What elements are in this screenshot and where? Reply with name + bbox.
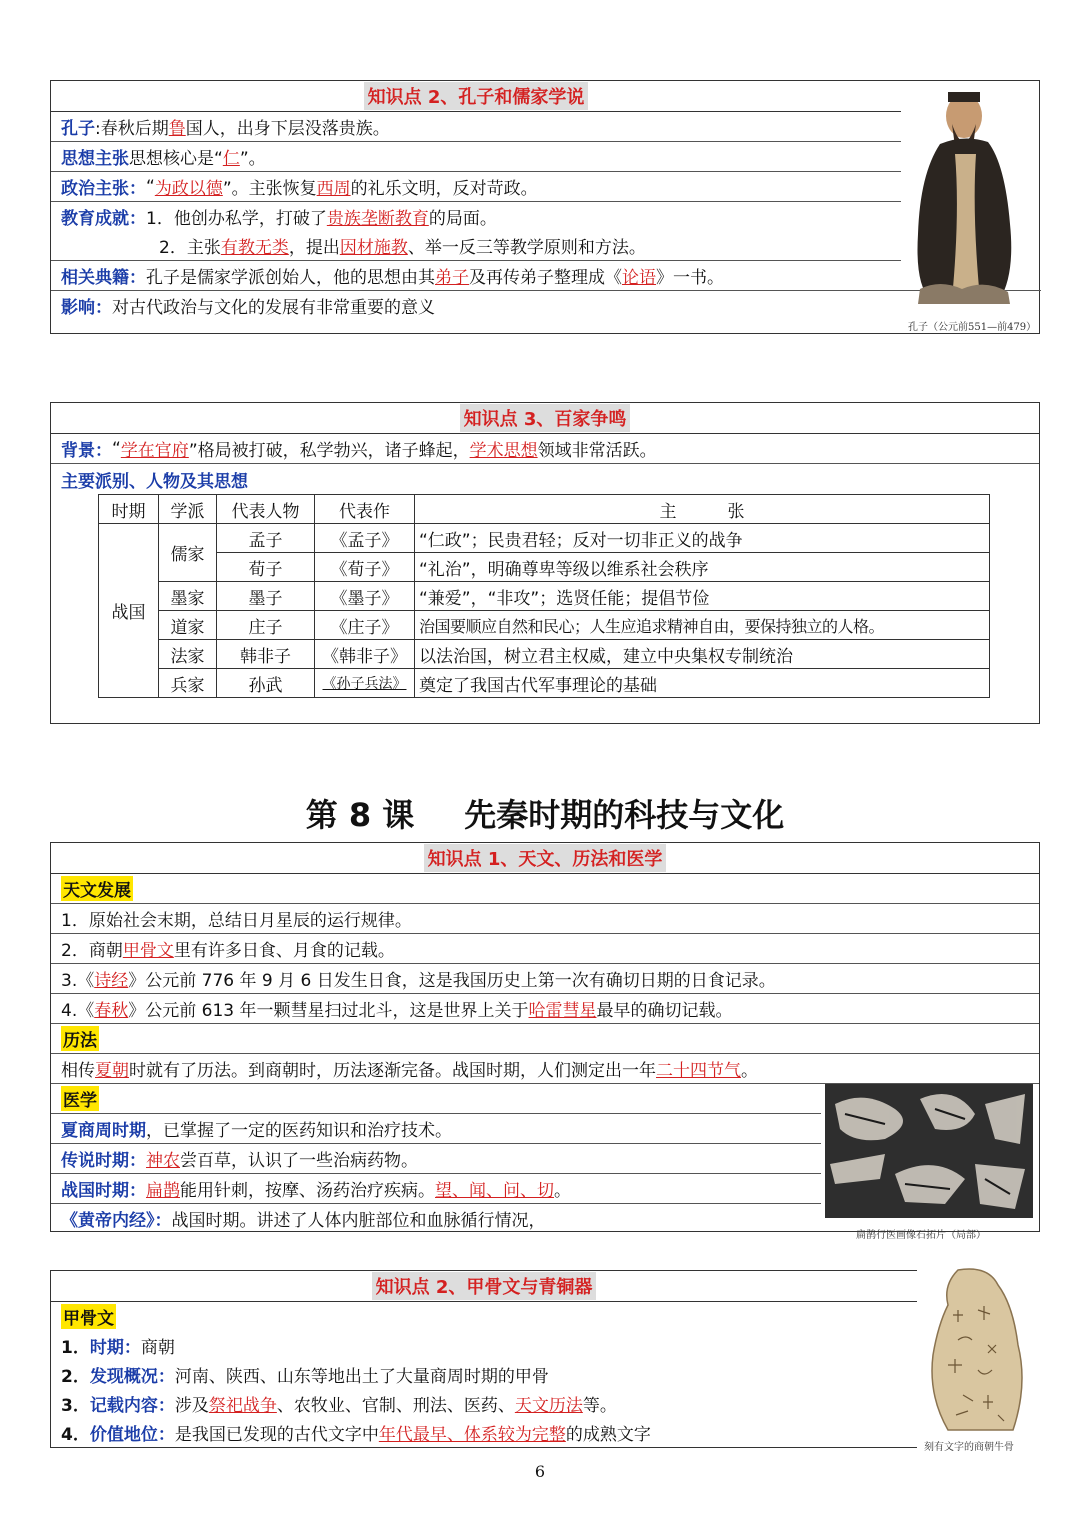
- list-item: 战国时期： 扁鹊 能用针刺，按摩、汤药治疗疾病。 望、闻、问、切 。: [51, 1174, 821, 1204]
- stone-rubbing-image: [825, 1084, 1033, 1218]
- list-item: 3． 记载内容： 涉及 祭祀战争 、农牧业、官制、刑法、医药、 天文历法 等。: [61, 1396, 617, 1416]
- confucius-portrait-image: [900, 84, 1035, 309]
- stone-rubbing-caption: 扁鹊行医画像石拓片（局部）: [856, 1230, 986, 1241]
- table-header-row: 时期 学派 代表人物 代表作 主 张: [99, 495, 990, 524]
- table-row: 道家 庄子 《庄子》 治国要顺应自然和民心；人生应追求精神自由，要保持独立的人格。: [99, 611, 990, 640]
- list-item: 3.《 诗经 》公元前 776 年 9 月 6 日发生日食，这是我国历史上第一次有确切日期的日食记录。: [51, 964, 1039, 994]
- list-item: 相传 夏朝 时就有了历法。到商朝时，历法逐渐完备。战国时期，人们测定出一年 二十四节气 。: [51, 1054, 1039, 1084]
- section-title: 知识点 1、天文、历法和医学: [424, 844, 667, 872]
- table-row: 荀子 《荀子》 “礼治”，明确尊卑等级以维系社会秩序: [99, 553, 990, 582]
- oracle-bone-image: [918, 1265, 1034, 1435]
- row-politics: 政治主张： “ 为政以德 ”。主张恢复 西周 的礼乐文明，反对苛政。: [51, 172, 901, 202]
- oracle-bone-caption: 刻有文字的商朝牛骨: [924, 1442, 1014, 1453]
- table-row: 墨家 墨子 《墨子》 “兼爱”，“非攻”；选贤任能；提倡节俭: [99, 582, 990, 611]
- schools-subtitle: 主要派别、人物及其思想: [61, 471, 248, 492]
- oracle-bone-section: [50, 1270, 917, 1448]
- lesson-title: 第 8 课 先秦时期的科技与文化: [305, 796, 785, 834]
- row-thought: 思想主张 思想核心是“ 仁 ”。: [51, 142, 901, 172]
- section-title: 知识点 2、甲骨文与青铜器: [372, 1272, 597, 1300]
- table-row: 兵家 孙武 《孙子兵法》 奠定了我国古代军事理论的基础: [99, 669, 990, 698]
- heading-medicine: 医学: [51, 1084, 821, 1114]
- schools-table: [98, 494, 990, 698]
- list-item: 4.《 春秋 》公元前 613 年一颗彗星扫过北斗，这是世界上关于 哈雷彗星 最早的确切记载。: [51, 994, 1039, 1024]
- table-row: 战国 儒家 孟子 《孟子》 “仁政”；民贵君轻；反对一切非正义的战争: [99, 524, 990, 553]
- list-item: 2． 发现概况： 河南、陕西、山东等地出土了大量商周时期的甲骨: [61, 1367, 549, 1387]
- row-influence: 影响： 对古代政治与文化的发展有非常重要的意义: [61, 298, 435, 318]
- list-item: 4． 价值地位： 是我国已发现的古代文字中 年代最早、体系较为完整 的成熟文字: [61, 1425, 651, 1445]
- list-item: 传说时期： 神农 尝百草，认识了一些治病药物。: [51, 1144, 821, 1174]
- table-row: 法家 韩非子 《韩非子》 以法治国，树立君主权威，建立中央集权专制统治: [99, 640, 990, 669]
- confucius-section: [50, 80, 1040, 334]
- list-item: 1．原始社会末期，总结日月星辰的运行规律。: [51, 904, 1039, 934]
- heading-calendar: 历法: [51, 1024, 1039, 1054]
- page-number: 6: [534, 1462, 546, 1481]
- section-title: 知识点 3、百家争鸣: [460, 404, 631, 432]
- list-item: 夏商周时期 ，已掌握了一定的医药知识和治疗技术。: [51, 1114, 821, 1144]
- heading-oracle: 甲骨文: [51, 1302, 917, 1331]
- list-item: 2．商朝 甲骨文 里有许多日食、月食的记载。: [51, 934, 1039, 964]
- row-education: 教育成就： 1．他创办私学，打破了 贵族垄断教育 的局面。 2．主张 有教无类 ，提出 因材施教 、举一反三等教学原则和方法。: [51, 202, 901, 261]
- row-confucius: 孔子 :春秋后期 鲁 国人，出身下层没落贵族。: [51, 112, 901, 142]
- section-title: 知识点 2、孔子和儒家学说: [364, 82, 589, 110]
- row-background: 背景： “ 学在官府 ”格局被打破，私学勃兴，诸子蜂起， 学术思想 领域非常活跃。: [51, 434, 1039, 464]
- row-classics: 相关典籍： 孔子是儒家学派创始人，他的思想由其 弟子 及再传弟子整理成《 论语 》一书。: [51, 261, 1041, 291]
- list-item: 《黄帝内经》： 战国时期。讲述了人体内脏部位和血脉循行情况，: [61, 1211, 546, 1231]
- list-item: 1． 时期： 商朝: [61, 1338, 175, 1358]
- confucius-caption: 孔子（公元前551—前479）: [908, 322, 1037, 333]
- heading-astronomy: 天文发展: [51, 874, 1039, 904]
